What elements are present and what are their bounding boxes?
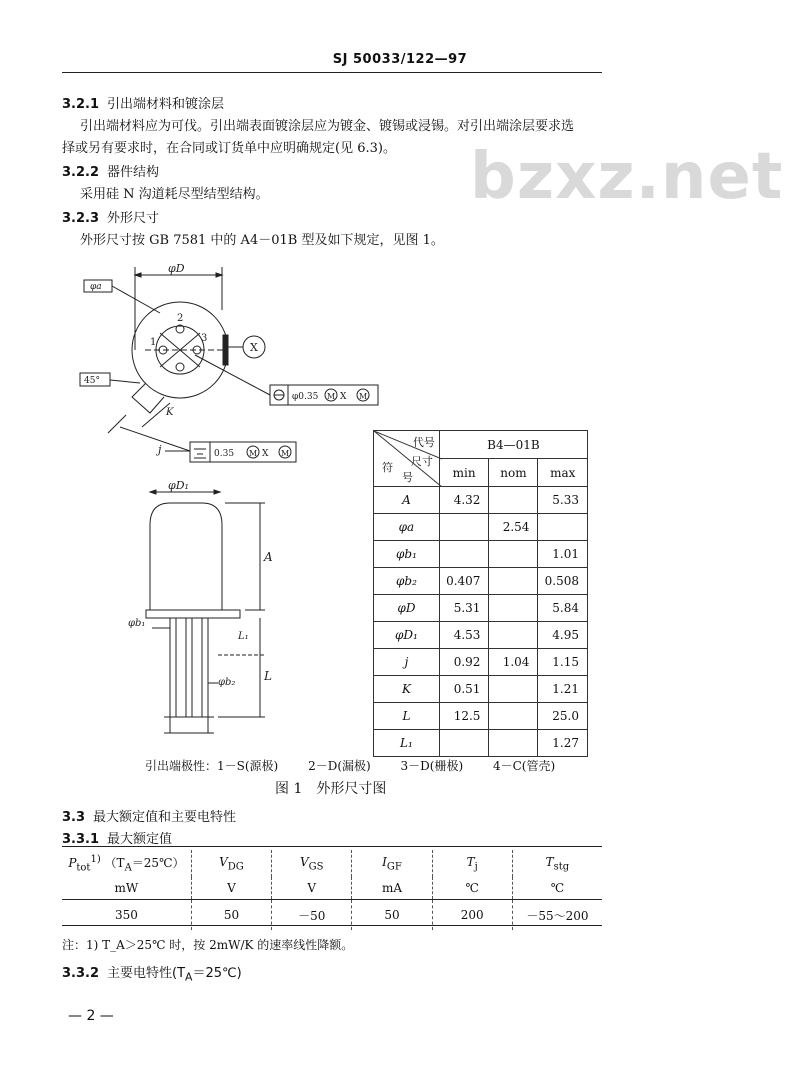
row-nom [489,730,538,757]
paragraph-line: 外形尺寸按 GB 7581 中的 A4－01B 型及如下规定，见图 1。 [80,233,444,248]
sub: stg [553,861,570,873]
table-row [374,622,588,649]
row-max: 4.95 [538,622,588,649]
row-max: 1.21 [538,676,588,703]
mmc-symbol: M [249,449,258,458]
row-symbol: K [374,676,440,703]
outline-drawing [60,255,380,755]
row-nom: 2.54 [489,514,538,541]
row-symbol: φa [374,514,440,541]
footnote: 注：1) T_A＞25℃ 时，按 2mW/K 的速率线性降额。 [62,938,354,952]
sym: P [68,856,77,870]
mmc-symbol: M [327,392,336,401]
phib1-label: φb₁ [128,618,146,629]
row-nom [489,568,538,595]
row-symbol: φD₁ [374,622,440,649]
header-rule [62,72,602,73]
row-min: 0.51 [439,676,489,703]
angle-45-label: 45° [84,376,100,386]
row-symbol: φD [374,595,440,622]
phiD1-label: φD₁ [168,479,189,492]
sub: tot [76,862,91,874]
row-max: 25.0 [538,703,588,730]
header-igf [352,850,432,877]
table-row [374,703,588,730]
sub: GS [308,861,324,873]
document-number: SJ 50033/122—97 [332,52,468,67]
phiD-label: φD [168,262,185,275]
fcf2-tolerance: 0.35 [214,449,235,459]
row-symbol: L₁ [374,730,440,757]
section-title: 最大额定值 [107,832,173,847]
row-nom [489,595,538,622]
row-min: 0.407 [439,568,489,595]
section-title: 主要电特性(T [107,966,186,981]
watermark: bzxz.net [470,140,784,214]
header-tj [432,850,512,877]
header-vdg [191,850,271,877]
sub: DG [227,861,244,873]
sym: T [545,855,554,869]
diag-mid: 尺寸 [410,455,433,468]
K-label: K [166,407,174,418]
header-vgs [272,850,352,877]
phia-label: φa [90,282,102,292]
value: －55～200 [512,900,602,931]
diag-top: 代号 [412,436,435,449]
L1-label: L₁ [238,631,249,642]
table-row [374,595,588,622]
ratings-bottom-rule [62,925,602,926]
row-symbol: φb₁ [374,541,440,568]
header-ptot [62,850,191,877]
table-row [374,541,588,568]
mmc-symbol: M [281,449,290,458]
row-symbol: j [374,649,440,676]
phib2-label: φb₂ [218,677,236,688]
datum-x-label: X [250,341,258,354]
pin-3-label: 3 [201,333,208,344]
col-min-header: min [439,459,489,487]
diagonal-header-cell [374,431,440,487]
col-max-header: max [538,459,588,487]
row-max [538,514,588,541]
fcf1-tolerance: φ0.35 [292,392,319,402]
table-row [374,649,588,676]
figure-title: 图 1 外形尺寸图 [275,781,387,797]
section-3-2-1-heading [62,93,224,112]
paragraph-line: 择或另有要求时，在合同或订货单中应明确规定(见 6.3)。 [62,141,396,156]
row-min: 4.32 [439,487,489,514]
paragraph-line: 采用硅 N 沟道耗尽型结型结构。 [80,187,269,202]
diag-bottom: 号 [402,471,413,484]
row-symbol: L [374,703,440,730]
row-max: 0.508 [538,568,588,595]
row-max: 5.84 [538,595,588,622]
sub: GF [386,861,402,873]
row-nom [489,487,538,514]
section-title-tail: ＝25℃) [192,966,242,981]
section-3-2-3-heading [62,207,159,226]
ratings-header-row [62,850,602,877]
section-3-2-2-heading [62,161,159,180]
ratings-unit-row [62,877,602,900]
col-nom-header: nom [489,459,538,487]
paragraph-line: 引出端材料应为可伐。引出端表面镀涂层应为镀金、镀锡或浸锡。对引出端涂层要求选 [80,119,575,134]
section-3-3-heading [62,806,236,825]
type-header: B4—01B [439,431,587,459]
table-row [374,487,588,514]
value: 200 [432,900,512,931]
row-min: 12.5 [439,703,489,730]
row-nom [489,541,538,568]
pin-polarity-caption [145,757,555,774]
section-number: 3.2.2 [62,165,100,180]
row-max: 1.01 [538,541,588,568]
sup: 1) [90,854,101,865]
row-min [439,541,489,568]
ratings-top-rule [62,846,602,847]
pin-2-label: 2 [177,313,184,324]
datum-ref: X [340,392,347,402]
section-3-3-1-heading [62,828,172,847]
unit: mA [352,877,432,900]
mmc-symbol: M [359,392,368,401]
row-min: 5.31 [439,595,489,622]
pin-1-desc: 引出端极性：1－S(源极) [145,759,279,773]
pin-4-desc: 4－C(管壳) [492,759,556,773]
L-label: L [264,669,272,683]
datum-ref: X [262,449,269,459]
unit: ℃ [550,881,565,896]
row-nom [489,622,538,649]
row-min [439,730,489,757]
row-max: 1.15 [538,649,588,676]
cond-sub: A [124,862,132,874]
page-number: — 2 — [68,1008,114,1024]
unit: V [272,877,352,900]
value: 350 [62,900,191,931]
row-min [439,514,489,541]
section-number: 3.2.3 [62,211,100,226]
table-row [374,568,588,595]
section-title: 引出端材料和镀涂层 [107,97,225,112]
sym: V [219,855,228,869]
value: －50 [272,900,352,931]
A-label: A [264,550,273,564]
section-3-3-2-heading [62,962,242,984]
row-max: 1.27 [538,730,588,757]
pin-3-desc: 3－D(栅极) [400,759,464,773]
pin-1-label: 1 [150,337,157,348]
sym: T [466,855,475,869]
section-number: 3.2.1 [62,97,100,112]
dimension-table [373,430,588,757]
unit: V [191,877,271,900]
row-nom [489,703,538,730]
row-nom: 1.04 [489,649,538,676]
unit: mW [62,877,191,900]
section-number: 3.3.2 [62,966,100,981]
row-min: 4.53 [439,622,489,649]
section-title: 最大额定值和主要电特性 [93,810,237,825]
row-symbol: A [374,487,440,514]
side-view [128,479,273,733]
table-row [374,676,588,703]
section-title-sub: A [185,970,193,984]
sym: I [382,855,387,869]
unit: ℃ [432,877,512,900]
section-title: 外形尺寸 [107,211,160,226]
section-number: 3.3.1 [62,832,100,847]
row-symbol: φb₂ [374,568,440,595]
row-nom [489,676,538,703]
row-max: 5.33 [538,487,588,514]
section-title: 器件结构 [107,165,160,180]
value: 50 [191,900,271,931]
top-view [80,262,378,462]
cond: （T [104,856,125,870]
header-tstg [512,850,602,877]
ratings-table [62,850,602,930]
table-row [374,730,588,757]
value: 50 [352,900,432,931]
cond-tail: ＝25℃） [131,856,185,870]
pin-2-desc: 2－D(漏极) [308,759,371,773]
table-row [374,514,588,541]
diag-left: 符 [382,461,393,474]
row-min: 0.92 [439,649,489,676]
sym: V [299,855,309,869]
sub: j [474,861,478,873]
j-label: j [158,443,162,456]
section-number: 3.3 [62,810,86,825]
